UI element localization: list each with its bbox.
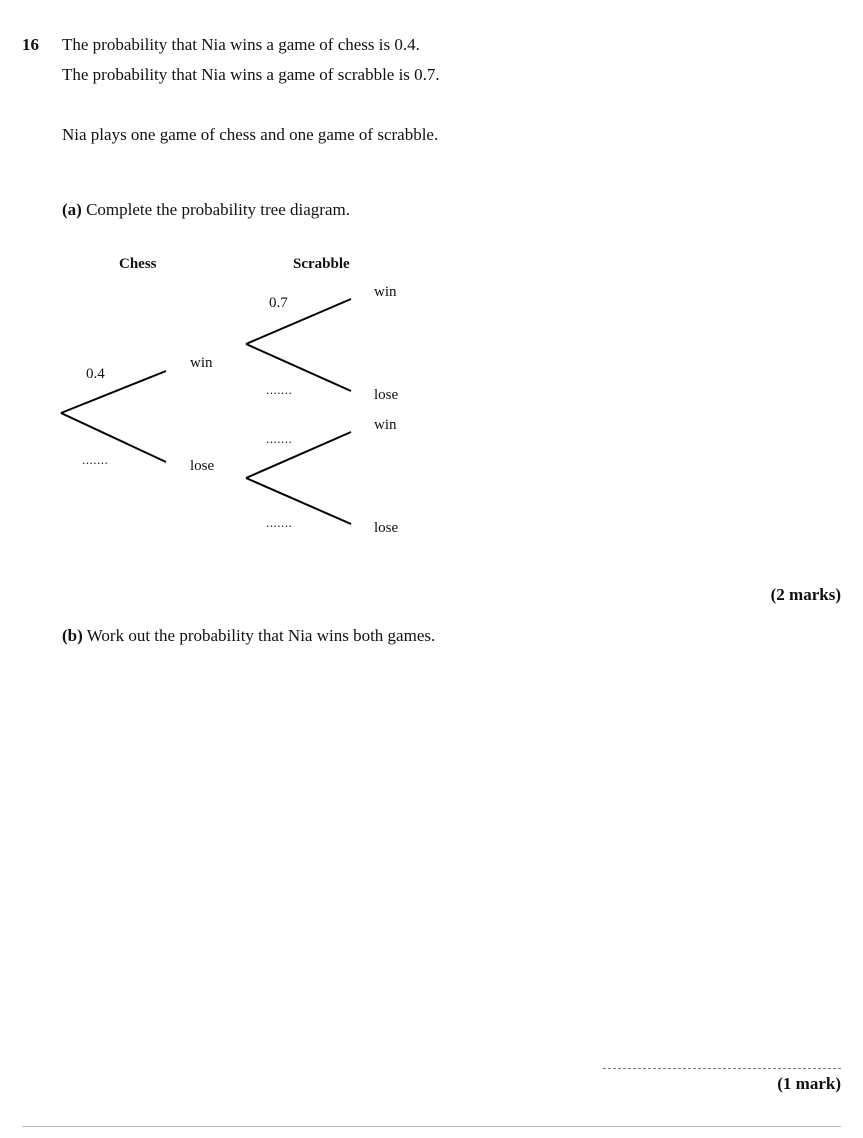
upper-lose-label: lose <box>374 387 399 403</box>
chess-win-probability: 0.4 <box>86 366 105 382</box>
chess-heading: Chess <box>119 256 157 272</box>
lower-scrabble-win-branch <box>246 432 351 478</box>
part-a-text: Complete the probability tree diagram. <box>86 200 350 219</box>
part-b-marks: (1 mark) <box>777 1074 841 1093</box>
part-b-text: Work out the probability that Nia wins both games. <box>86 626 436 645</box>
lower-lose-label: lose <box>374 520 399 536</box>
part-b-prompt <box>62 626 435 646</box>
part-a-label: (a) <box>62 200 82 219</box>
question-line-2: The probability that Nia wins a game of scrabble is 0.7. <box>62 65 440 84</box>
answer-line[interactable] <box>603 1068 841 1069</box>
chess-win-branch <box>61 371 166 413</box>
footer-divider <box>22 1126 841 1127</box>
scrabble-heading: Scrabble <box>293 256 350 272</box>
lower-scrabble-lose-branch <box>246 478 351 524</box>
upper-scrabble-lose-branch <box>246 344 351 391</box>
lower-win-label: win <box>374 417 397 433</box>
lower-scrabble-lose-probability-blank[interactable]: ....... <box>266 515 293 530</box>
part-b-label: (b) <box>62 626 83 645</box>
chess-lose-branch <box>61 413 166 462</box>
question-number: 16 <box>22 35 39 54</box>
lower-scrabble-win-probability-blank[interactable]: ....... <box>266 431 293 446</box>
upper-scrabble-win-branch <box>246 299 351 344</box>
part-a-marks: (2 marks) <box>770 585 841 604</box>
chess-lose-probability-blank[interactable]: ....... <box>82 452 109 467</box>
chess-win-label: win <box>190 355 213 371</box>
upper-scrabble-lose-probability-blank[interactable]: ....... <box>266 382 293 397</box>
chess-lose-label: lose <box>190 458 215 474</box>
question-line-1: The probability that Nia wins a game of chess is 0.4. <box>62 35 420 54</box>
upper-win-label: win <box>374 284 397 300</box>
upper-scrabble-win-probability: 0.7 <box>269 295 288 311</box>
question-line-3: Nia plays one game of chess and one game of scrabble. <box>62 125 439 144</box>
